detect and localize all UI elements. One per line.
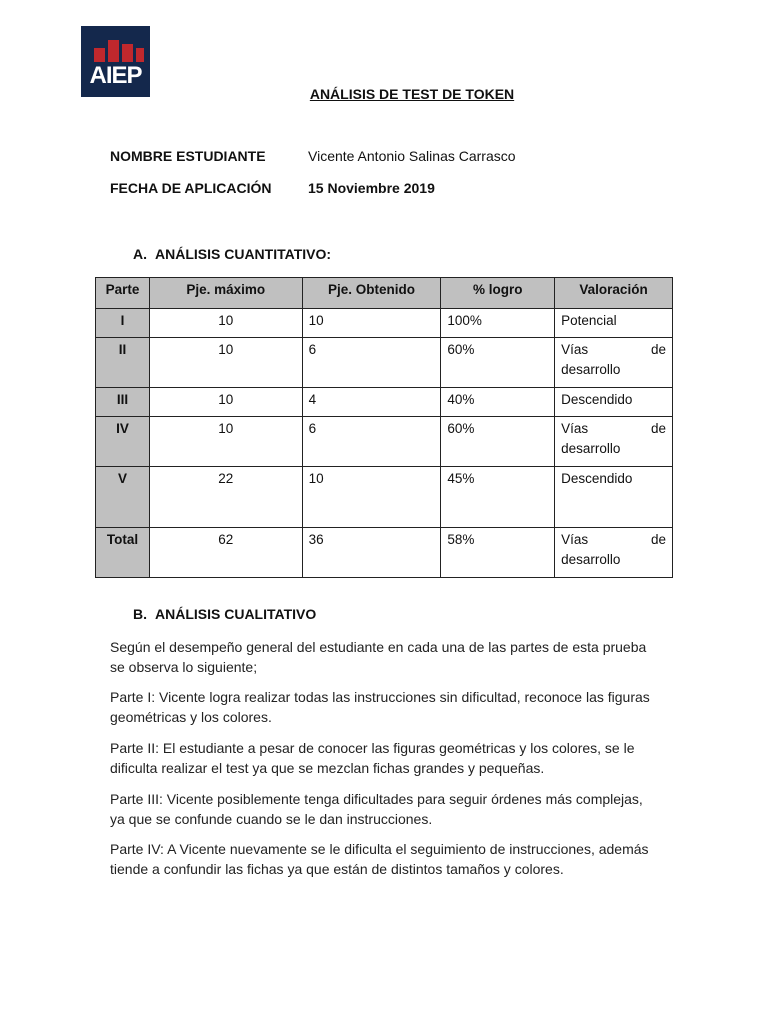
valoracion-word-2: de: [650, 532, 666, 547]
header-pje-obtenido: Pje. Obtenido: [302, 278, 441, 309]
header-valoracion: Valoración: [555, 278, 673, 309]
section-a-heading: [133, 246, 331, 262]
section-b-letter: B.: [133, 606, 147, 622]
row-percent: 45%: [441, 467, 555, 528]
valoracion-word-1: Vías: [561, 421, 589, 436]
header-pje-maximo: Pje. máximo: [149, 278, 302, 309]
paragraph-parte-3: Parte III: Vicente posiblemente tenga dificultades para seguir órdenes más complejas, ya que se confunde cuando se le dan instrucciones.: [110, 791, 643, 827]
valoracion-word-3: desarrollo: [561, 552, 621, 567]
row-obtained: 36: [302, 528, 441, 578]
valoracion-text: Potencial: [561, 313, 617, 328]
valoracion-word-2: de: [650, 342, 666, 357]
row-valoracion: [555, 417, 673, 467]
paragraph-intro: Según el desempeño general del estudiante en cada una de las partes de esta prueba se observa lo siguiente;: [110, 639, 647, 675]
row-max: 10: [149, 417, 302, 467]
row-obtained: 6: [302, 338, 441, 388]
student-name-value: Vicente Antonio Salinas Carrasco: [308, 148, 516, 164]
row-percent: 60%: [441, 417, 555, 467]
table-header-row: [96, 278, 673, 309]
row-percent: 100%: [441, 309, 555, 338]
row-valoracion: [555, 309, 673, 338]
row-part: I: [96, 309, 150, 338]
row-max: 10: [149, 309, 302, 338]
row-valoracion: [555, 467, 673, 528]
valoracion-word-3: desarrollo: [561, 441, 621, 456]
table-row: [96, 338, 673, 388]
section-a-title: ANÁLISIS CUANTITATIVO:: [155, 246, 332, 262]
row-valoracion: [555, 338, 673, 388]
row-obtained: 10: [302, 309, 441, 338]
table-row: [96, 467, 673, 528]
student-name-label: NOMBRE ESTUDIANTE: [110, 148, 266, 164]
table-row-total: [96, 528, 673, 578]
header-parte: Parte: [96, 278, 150, 309]
row-obtained: 10: [302, 467, 441, 528]
paragraph-parte-4: Parte IV: A Vicente nuevamente se le dificulta el seguimiento de instrucciones, además tiende a confundir las fichas ya que están de distintos tamaños y colores.: [110, 841, 649, 877]
document-title: ANÁLISIS DE TEST DE TOKEN: [309, 86, 515, 102]
row-part: III: [96, 388, 150, 417]
row-obtained: 4: [302, 388, 441, 417]
valoracion-word-3: desarrollo: [561, 362, 621, 377]
table-row: [96, 309, 673, 338]
row-obtained: 6: [302, 417, 441, 467]
row-part: IV: [96, 417, 150, 467]
table-row: [96, 388, 673, 417]
header-logro: % logro: [441, 278, 555, 309]
row-valoracion: [555, 528, 673, 578]
row-part: II: [96, 338, 150, 388]
row-percent: 60%: [441, 338, 555, 388]
row-max: 10: [149, 388, 302, 417]
row-percent: 58%: [441, 528, 555, 578]
valoracion-text: Descendido: [561, 471, 633, 486]
logo-text: AIEP: [89, 62, 142, 89]
scores-table: [95, 277, 673, 578]
valoracion-word-2: de: [650, 421, 666, 436]
application-date-label: FECHA DE APLICACIÓN: [110, 180, 272, 196]
table-row: [96, 417, 673, 467]
section-b-title: ANÁLISIS CUALITATIVO: [155, 606, 317, 622]
valoracion-text: Descendido: [561, 392, 633, 407]
row-percent: 40%: [441, 388, 555, 417]
section-b-heading: [133, 606, 316, 622]
row-part: Total: [96, 528, 150, 578]
row-max: 22: [149, 467, 302, 528]
paragraph-parte-1: Parte I: Vicente logra realizar todas las instrucciones sin dificultad, reconoce las figuras geométricas y los colores.: [110, 689, 650, 725]
application-date-value: 15 Noviembre 2019: [308, 180, 435, 196]
row-valoracion: [555, 388, 673, 417]
row-part: V: [96, 467, 150, 528]
row-max: 10: [149, 338, 302, 388]
row-max: 62: [149, 528, 302, 578]
section-a-letter: A.: [133, 246, 147, 262]
valoracion-word-1: Vías: [561, 532, 589, 547]
valoracion-word-1: Vías: [561, 342, 589, 357]
paragraph-parte-2: Parte II: El estudiante a pesar de conocer las figuras geométricas y los colores, se le dificulta realizar el test ya que se mezclan fichas grandes y pequeñas.: [110, 740, 635, 776]
